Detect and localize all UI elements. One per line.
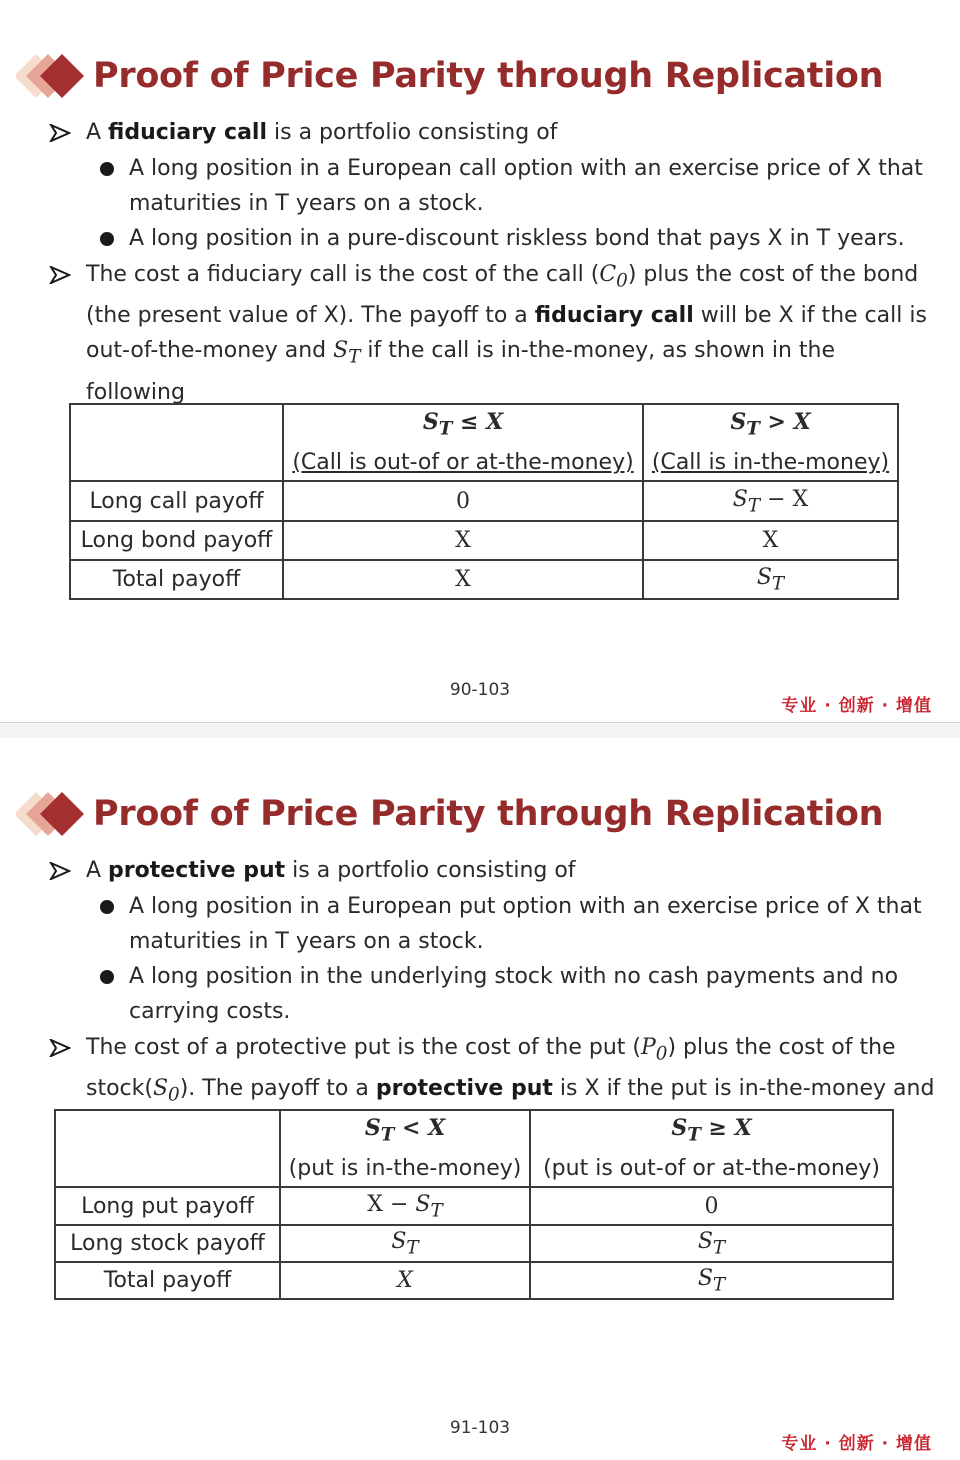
table-corner-cell xyxy=(70,404,283,481)
bullet-protective-put: A protective put is a portfolio consisting of xyxy=(86,858,576,883)
sub-bullet-call-option: A long position in a European call option with an exercise price of X that maturities in T years on a stock. xyxy=(129,156,923,216)
slide-90 xyxy=(0,0,960,722)
sub-bullet-stock: A long position in the underlying stock with no cash payments and no carrying costs. xyxy=(129,964,899,1024)
row-label: Long stock payoff xyxy=(55,1225,280,1262)
sub-bullet-put-option: A long position in a European put option with an exercise price of X that maturities in T years on a stock. xyxy=(129,894,922,954)
table-header-row xyxy=(70,404,898,481)
table-header-row xyxy=(55,1110,893,1187)
diamond-logo-icon xyxy=(16,790,92,838)
slide-91 xyxy=(0,738,960,1460)
table-row xyxy=(55,1225,893,1262)
table-corner-cell xyxy=(55,1110,280,1187)
row-label: Long bond payoff xyxy=(70,521,283,560)
row-label: Total payoff xyxy=(70,560,283,599)
table-col-header: $S_T > X$ (Call is in-the-money) xyxy=(643,404,898,481)
table-cell: $S_T$ xyxy=(530,1262,893,1299)
slide-divider xyxy=(0,722,960,738)
table-cell: X xyxy=(280,1262,530,1299)
page-number: 91-103 xyxy=(449,1418,511,1438)
dot-bullet-icon xyxy=(100,900,114,914)
table-row xyxy=(70,521,898,560)
dot-bullet-icon xyxy=(100,232,114,246)
table-cell: X xyxy=(283,521,643,560)
table-col-header: $S_T \ge X$ (put is out-of or at-the-money) xyxy=(530,1110,893,1187)
row-label: Total payoff xyxy=(55,1262,280,1299)
sub-bullet-bond: A long position in a pure-discount riskless bond that pays X in T years. xyxy=(129,226,905,251)
paragraph-cost-fiduciary: The cost a fiduciary call is the cost of the call $(C_0)$ plus the cost of the bond (the present value of X). The payoff to a fiduciary call will be X if the call is out-of-the-money and $S_T$ if the call is in-the-money, as shown in the following xyxy=(86,262,927,405)
table-cell: $X - S_T$ xyxy=(280,1187,530,1225)
arrow-bullet-icon xyxy=(49,124,71,142)
row-label: Long call payoff xyxy=(70,481,283,521)
table-col-header: $S_T < X$ (put is in-the-money) xyxy=(280,1110,530,1187)
arrow-bullet-icon xyxy=(49,266,71,284)
table-row xyxy=(70,481,898,521)
table-row xyxy=(70,560,898,599)
table-cell: $S_T$ xyxy=(280,1225,530,1262)
arrow-bullet-icon xyxy=(49,862,71,880)
paragraph-overflow-line xyxy=(86,1100,936,1106)
table-cell: X xyxy=(283,560,643,599)
table-cell: $S_T$ xyxy=(643,560,898,599)
table-cell: X xyxy=(643,521,898,560)
table-cell: 0 xyxy=(283,481,643,521)
diamond-logo-icon xyxy=(16,52,92,100)
payoff-table-fiduciary xyxy=(69,403,899,600)
table-cell: $S_T$ xyxy=(530,1225,893,1262)
payoff-table-protective xyxy=(54,1109,894,1300)
arrow-bullet-icon xyxy=(49,1039,71,1057)
page-title: Proof of Price Parity through Replication xyxy=(93,794,884,834)
row-label: Long put payoff xyxy=(55,1187,280,1225)
dot-bullet-icon xyxy=(100,970,114,984)
table-row xyxy=(55,1262,893,1299)
paragraph-cost-protective: The cost of a protective put is the cost of the put $(P_0)$ plus the cost of the $stock(S_0)$. The payoff to a protective put is X if the put is in-the-money and xyxy=(86,1035,935,1106)
page-number: 90-103 xyxy=(449,680,511,700)
table-cell: 0 xyxy=(530,1187,893,1225)
table-col-header: $S_T \le X$ (Call is out-of or at-the-money) xyxy=(283,404,643,481)
table-row xyxy=(55,1187,893,1225)
bullet-fiduciary-call: A fiduciary call is a portfolio consisting of xyxy=(86,120,558,145)
brand-slogan: 专业 · 创新 · 增值 xyxy=(781,696,932,716)
brand-slogan: 专业 · 创新 · 增值 xyxy=(781,1434,932,1454)
page-title: Proof of Price Parity through Replication xyxy=(93,56,884,96)
dot-bullet-icon xyxy=(100,162,114,176)
table-cell: $S_T - X$ xyxy=(643,481,898,521)
